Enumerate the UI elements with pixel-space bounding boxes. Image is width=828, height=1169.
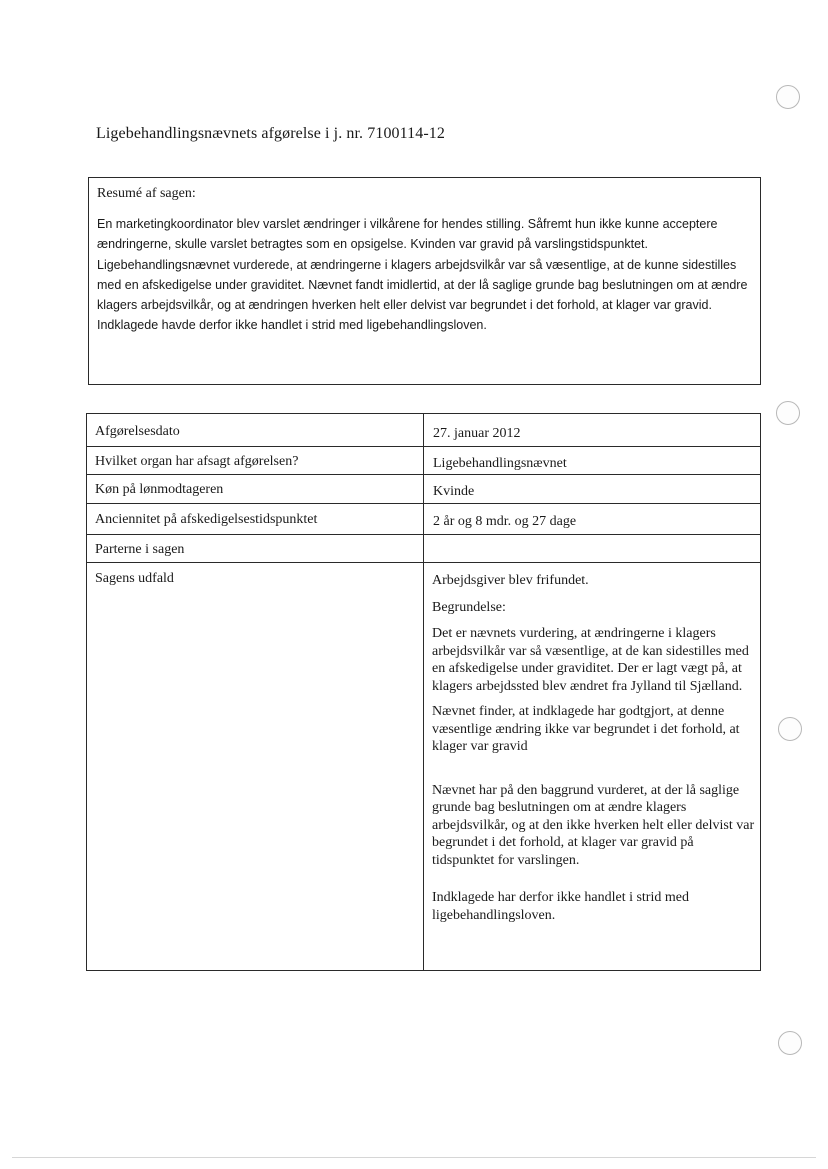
summary-text: En marketingkoordinator blev varslet ændringer i vilkårene for hendes stilling. Såfremt hun ikke kunne acceptere ændringerne, skulle varslet betragtes som en opsigelse. Kvinden var gravid på varslingstidspunktet. Ligebehandlingsnævnet vurderede, at ændringerne i klagers arbejdsvilkår var så væsentlige, at de kunne sidestilles med en afskedigelse under graviditet. Nævnet fandt imidlertid, at der lå saglige grunde bag beslutningen om at ændre klagers arbejdsvilkår, og at ændringen hverken helt eller delvist var begrundet i det forhold, at klager var gravid. Indklagede havde derfor ikke handlet i strid med ligebehandlingsloven. (97, 217, 748, 333)
punch-hole-3 (778, 717, 802, 741)
summary-box (88, 177, 761, 385)
document-title: Ligebehandlingsnævnets afgørelse i j. nr. 7100114-12 (96, 125, 445, 142)
table-row (87, 446, 760, 475)
table-row (87, 503, 760, 535)
reason-paragraph: Nævnet finder, at indklagede har godtgjort, at denne væsentlige ændring ikke var begrundet i det forhold, at klager var gravid (432, 704, 740, 754)
outcome-label: Sagens udfald (95, 571, 174, 586)
summary-heading: Resumé af sagen: (97, 186, 196, 201)
outcome-verdict: Arbejdsgiver blev frifundet. (432, 573, 589, 588)
outcome-text (432, 572, 757, 924)
reason-paragraph: Indklagede har derfor ikke handlet i strid med ligebehandlingsloven. (432, 890, 689, 923)
row-label: Køn på lønmodtageren (95, 482, 224, 497)
row-value: 27. januar 2012 (433, 426, 521, 441)
row-label: Afgørelsesdato (95, 424, 180, 439)
reason-heading: Begrundelse: (432, 599, 506, 615)
page-bottom-edge (12, 1157, 816, 1158)
row-label: Parterne i sagen (95, 542, 185, 557)
row-value: Ligebehandlingsnævnet (433, 456, 567, 471)
reason-paragraph: Det er nævnets vurdering, at ændringerne i klagers arbejdsvilkår var så væsentlige, at de kan sidestilles med en afskedigelse under graviditet. Der er lagt vægt på, at klagers arbejdssted blev ændret fra Jylland til Sjælland. (432, 626, 749, 694)
table-row (87, 474, 760, 504)
table-row (87, 534, 760, 563)
row-label: Hvilket organ har afsagt afgørelsen? (95, 454, 299, 469)
row-value: Kvinde (433, 484, 475, 499)
punch-hole-4 (778, 1031, 802, 1055)
reason-paragraph: Nævnet har på den baggrund vurderet, at der lå saglige grunde bag beslutningen om at ændre klagers arbejdsvilkår, og at den ikke hverken helt eller delvist var begrundet i det forhold, at klager var gravid på tidspunktet for varslingen. (432, 782, 755, 868)
row-value: 2 år og 8 mdr. og 27 dage (433, 514, 577, 529)
row-label: Anciennitet på afskedigelsestidspunktet (95, 512, 318, 527)
punch-hole-2 (776, 401, 800, 425)
punch-hole-1 (776, 85, 800, 109)
case-details-table (86, 413, 761, 971)
table-row (87, 414, 760, 447)
